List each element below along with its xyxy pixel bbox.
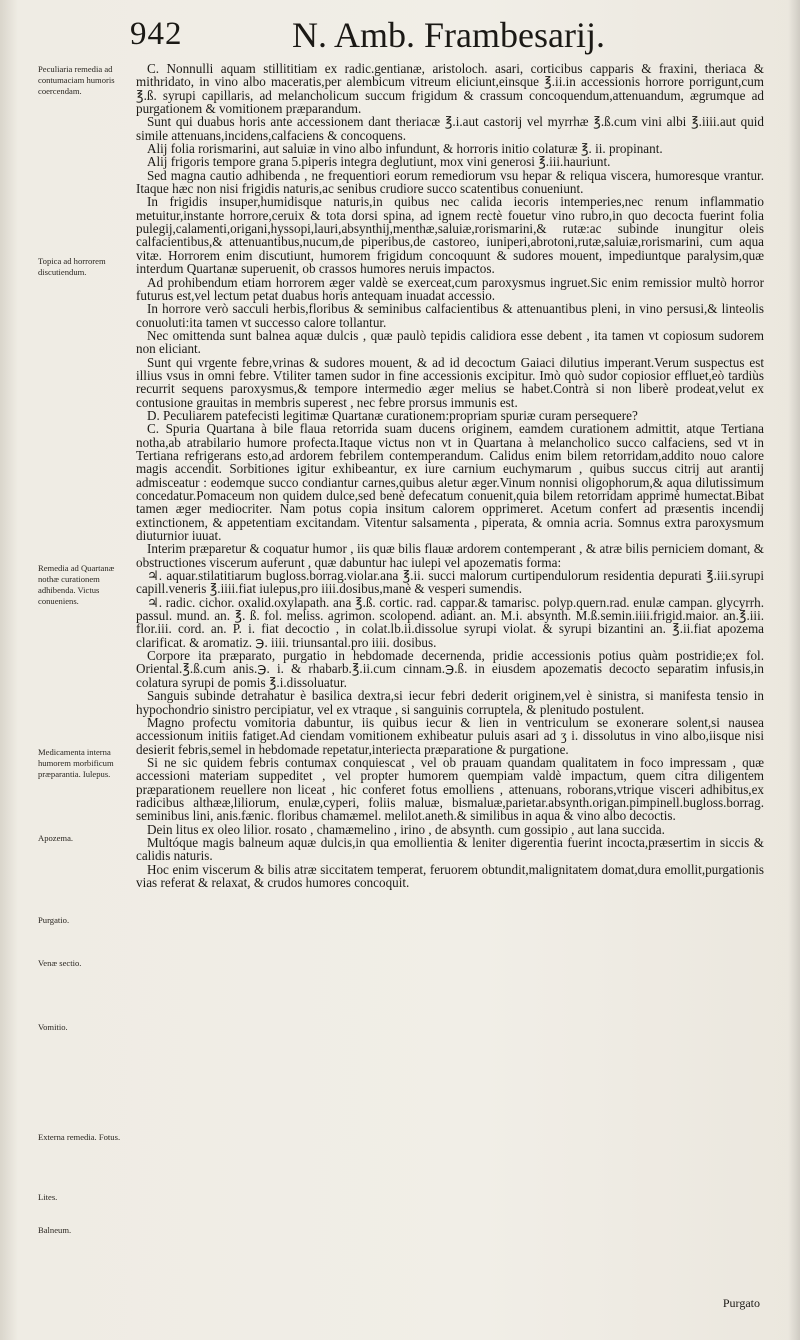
body-paragraph: Ad prohibendum etiam horrorem æger valdè se exerceat,cum paroxysmus ingruet.Sic enim remissior multò horror futurus est,vel lectum petat duabus horis antequam inuadat accessio. [136, 274, 764, 303]
margin-note: Balneum. [38, 1225, 72, 1235]
body-paragraph: Si ne sic quidem febris contumax conquiescat , vel ob prauam quandam qualitatem in foco impressam , quæ accessioni materiam suppeditet , vel propter humorem quempiam valdè impactum, quem citra diligentem præparationem reuellere non liceat , hic conferet fotus emolliens , attenuans, roborans,vtrique visceri adhibitus,ex radicibus althææ,liliorum, enulæ,cyperi, foliis maluæ, bismaluæ,parietar.absynth.origan.pimpinell.bugloss.borrag. seminibus lini, anis.fænic. floribus chamæmel. melilot.aneth.& similibus in aqua & vino albo decoctis. [136, 754, 764, 824]
body-paragraph: In horrore verò sacculi herbis,floribus & seminibus calfacientibus & attenuantibus pleni, in vino persusi,& linteolis conuoluti:ita tamen vt successo calore tollantur. [136, 301, 764, 330]
margin-note: Apozema. [38, 833, 74, 843]
body-paragraph: D. Peculiarem patefecisti legitimæ Quartanæ curationem:propriam spuriæ curam persequere? [147, 407, 638, 423]
page-number: 942 [130, 16, 183, 52]
margin-note: Vomitio. [38, 1022, 68, 1032]
page-edge-shadow [788, 0, 800, 1340]
body-paragraph: Sunt qui vrgente febre,vrinas & sudores mouent, & ad id decoctum Gaiaci dilutius imperant.Verum suspectus est illius vsus in omni febre. Vtiliter tamen sudor in fine accessionis excipitur. Imò quò sudor copiosior effluet,eò tardiùs recurrit sequens paroxysmus,& tempore intermedio æger melius se habet.Contrà si non liberè prodeat,velut ex contusione grauitas in membris superest , nec febre prorsus immunis est. [136, 354, 764, 410]
body-paragraph: Hoc enim viscerum & bilis atræ siccitatem temperat, feruorem obtundit,malignitatem domat,dura emollit,purgationis vias referat & relaxat, & crudos humores concoquit. [136, 861, 764, 890]
body-paragraph: Corpore ita præparato, purgatio in hebdomade decernenda, pridie accessionis potius quàm postridie;ex fol. Oriental.℥.ß.cum anis.℈. i. & rhabarb.℥.ii.cum cinnam.℈.ß. in eiusdem apozematis decocto separatim infusis,in colatura syrupi de pomis ℥.i.dissoluatur. [136, 648, 764, 690]
body-paragraph: Alij frigoris tempore grana 5.piperis integra deglutiunt, mox vini generosi ℥.iii.hauriunt. [147, 154, 611, 170]
body-paragraph: Magno profectu vomitoria dabuntur, iis quibus iecur & lien in ventriculum se exonerare solent,si nausea accessionum initiis fatiget.Ad ciendam vomitionem exhibeatur puluis asari ad ʒ i. dissolutus in vino albo,iisque nisi desierit febris,semel in hebdomade repetatur,interiecta præparatione & purgatione. [136, 714, 764, 757]
body-paragraph: Multóque magis balneum aquæ dulcis,in qua emollientia & leniter digerentia fuerint incocta,præsertim in siccis & calidis naturis. [136, 834, 764, 864]
body-paragraph: In frigidis insuper,humidisque naturis,in quibus nec calida iecoris intemperies,nec renum inflammatio metuitur,instante horrore,ceruix & tota dorsi spina, ad ignem rectè fouetur vino rubro,in quo decocta fuerint folia pulegij,calamenti,origani,hyssopi,lauri,absynthij,menthæ,saluiæ,rorismarini,& rutæ:ac subinde inungitur oleis calfacientibus,& attenuantibus,nucum,de piperibus,de castoreo, iuniperi,abrotoni,rutæ,saluiæ,rorismarini, cum aqua vitæ. Horrorem enim discutiunt, humorem frigidum concoquunt & sudores mouent, impediuntque paralysim,quæ interdum Quartanæ superuenit, ob crassos humores neruis impactos. [136, 194, 764, 277]
margin-note: Topica ad horrorem discutiendum. [38, 256, 106, 277]
margin-note: Lites. [38, 1192, 58, 1202]
body-paragraph: Alij folia rorismarini, aut saluiæ in vino albo infundunt, & horroris initio colaturæ ℥. ii. propinant. [147, 141, 663, 157]
margin-note: Purgatio. [38, 915, 70, 925]
body-paragraph: Nec omittenda sunt balnea aquæ dulcis , quæ paulò tepidis calidiora esse debent , ita tamen vt copiosum sudorem non eliciant. [136, 327, 764, 357]
running-head: N. Amb. Frambesarij. [292, 15, 605, 55]
body-paragraph: C. Nonnulli aquam stillititiam ex radic.gentianæ, aristoloch. asari, corticibus capparis & fraxini, theriaca & mithridato, in vino albo maceratis,per alembicum vitreum eliciunt,einsque ℥.ii.in accessionis horrore porrigunt,cum ℥.ß. syrupi capillaris, ad melancholicum succum frigidum & crassum concoquendum,attenuandum, ægrumque ad purgationem & vomitionem præparandum. [136, 61, 764, 117]
margin-note: Remedia ad Quartanæ nothæ curationem adhibenda. Victus conueniens. [38, 563, 115, 606]
body-paragraph: C. Spuria Quartana à bile flaua retorrida suam ducens originem, eamdem curationem admittit, atque Tertiana notha,ab atrabilario humore profecta.Itaque victus non vt in Quartana à melancholico succo calfaciens, sed vt in Tertiana refrigerans esto,ad ardorem febrilem contemperandum. Calidus enim bilem retorridam,addito nouo calore magis accendit. Sorbitiones igitur exhibeantur, ex iure carnium euchymarum , quibus succus citrij aut arantij admisceatur : eodemque succo condiantur carnes,quibus aletur æger.Vinum nonnisi oligophorum,& aqua dilutissimum concedatur.Pomaceum non quidem dulce,sed benè defecatum conuenit,quia bilem retorridam apprimè humectat.Bibat tamen æger mediocriter. Nam potus copia insitum calorem opprimeret. Acetum confert ad præsentis incendij extinctionem, & appetentiam excitandam. Vitentur salsamenta , piperata, & omnia acria. Somnus extra paroxysmum diuturnior iuuat. [136, 421, 764, 544]
margin-note: Venæ sectio. [38, 958, 82, 968]
margin-note: Peculiaria remedia ad contumaciam humoris coercendam. [38, 64, 115, 96]
body-text [136, 62, 764, 889]
page-header [0, 14, 800, 60]
body-paragraph: Sunt qui duabus horis ante accessionem dant theriacæ ℥.i.aut castorij vel myrrhæ ℥.ß.cum vini albi ℥.iiii.aut quid simile attenuans,incidens,calfaciens & concoquens. [136, 114, 764, 143]
body-paragraph: ♃. aquar.stilatitiarum bugloss.borrag.violar.ana ℥.ii. succi malorum curtipendulorum residentia depurati ℥.iii.syrupi capill.veneris ℥.iiii.fiat iulepus,pro iiii.dosibus,manè & vesperi sumendis. [136, 568, 764, 597]
body-paragraph: ♃. radic. cichor. oxalid.oxylapath. ana ℥.ß. cortic. rad. cappar.& tamarisc. polyp.quern.rad. enulæ campan. glycyrrh. passul. mund. an. ℥. ß. fol. meliss. agrimon. scolopend. adiant. an. M.i. absynth. M.ß.semin.iiii.frigid.maior. an.℥.iii. flor.iii. cord. an. P. i. fiat decoctio , in colat.lb.ii.dissolue syrupi violat. & syrupi bizantini an. ℥.ii.fiat apozema clarificat. & aromatiz. ℈. iiii. triunsantal.pro iiii. dosibus. [136, 594, 764, 650]
body-paragraph: Sanguis subinde detrahatur è basilica dextra,si iecur febri dederit originem,vel è sinistra, si manifesta tensio in hypochondrio sinistro percipiatur, vel ex vtraque , si sanguinis corruptela, & plenitudo postulent. [136, 688, 764, 717]
catchword: Purgato [722, 1296, 760, 1310]
body-paragraph: Dein litus ex oleo lilior. rosato , chamæmelino , irino , de absynth. cum gossipio , aut lana succida. [147, 821, 665, 837]
margin-note: Medicamenta interna humorem morbificum præparantia. Iulepus. [38, 747, 114, 779]
margin-note: Externa remedia. Fotus. [38, 1132, 121, 1142]
body-paragraph: Interim præparetur & coquatur humor , iis quæ bilis flauæ ardorem contemperant , & atræ bilis perniciem domant, & obstructiones viscerum auferunt , quæ dabuntur hac iulepi vel apozematis forma: [136, 541, 764, 570]
body-paragraph: Sed magna cautio adhibenda , ne frequentiori eorum remediorum vsu hepar & reliqua viscera, humoresque vrantur. Itaque hæc non nisi frigidis naturis,ac senibus crudiore succo scatentibus conueniunt. [136, 167, 764, 197]
